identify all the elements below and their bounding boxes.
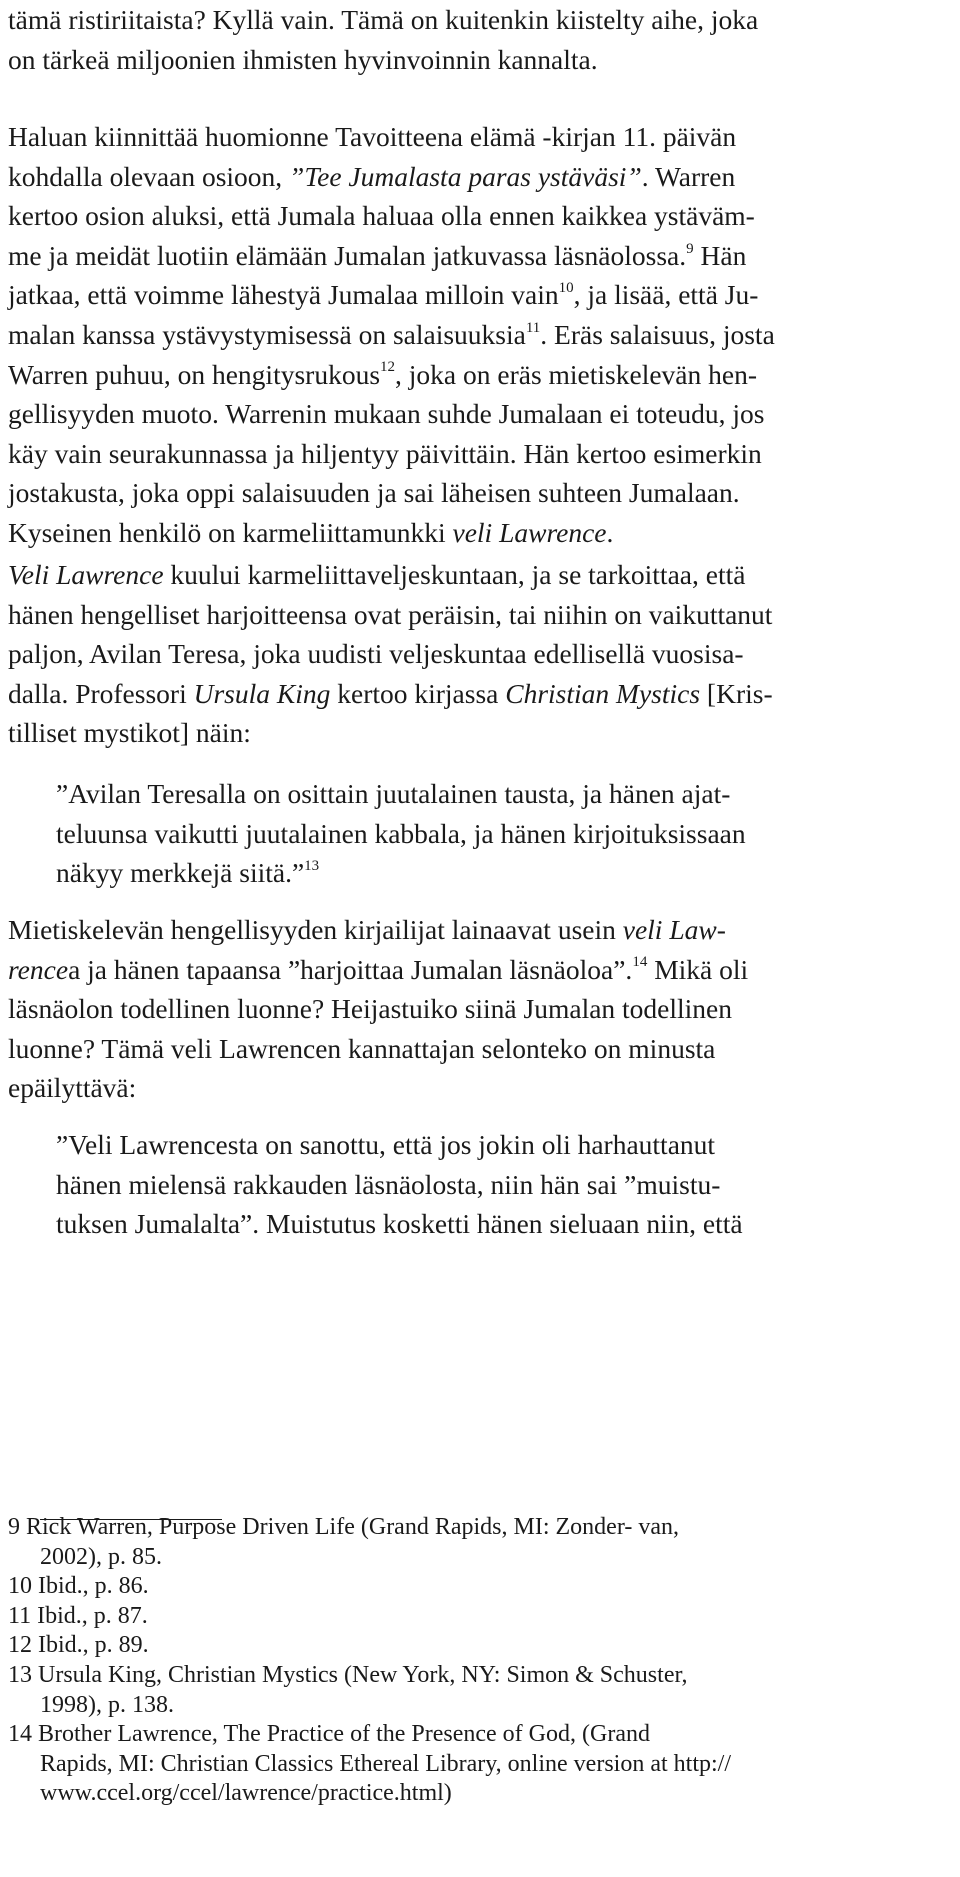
footnotes [8, 1513, 948, 1809]
paragraph-4 [8, 910, 948, 1108]
text-run: [Kris- [700, 677, 773, 709]
text-run: Warren puhuu, on hengitysrukous [8, 358, 381, 390]
text-line: kertoo osion aluksi, että Jumala haluaa olla ennen kaikkea ystäväm- [8, 200, 755, 232]
text-line: tilliset mystikot] näin: [8, 717, 251, 749]
text-run: Mietiskelevän hengellisyyden kirjailijat lainaavat usein [8, 914, 623, 945]
footnote-ref-13: 13 [304, 858, 320, 875]
person-name: veli Law- [622, 914, 726, 945]
text-line: ”Veli Lawrencesta on sanottu, että jos jokin oli harhauttanut [56, 1129, 716, 1160]
text-run: jatkaa, että voimme lähestyä Jumalaa milloin vain [8, 279, 559, 311]
footnote-ref-11: 11 [525, 319, 541, 336]
footnote-line: Rapids, MI: Christian Classics Ethereal Library, online version at http:// [40, 1750, 731, 1777]
text-line: ”Avilan Teresalla on osittain juutalainen tausta, ja hänen ajat- [56, 778, 731, 809]
text-run: Kyseinen henkilö on karmeliittamunkki [8, 516, 453, 548]
footnote-ref-10: 10 [558, 280, 574, 297]
text-line: hänen mielensä rakkauden läsnäolosta, niin hän sai ”muistu- [56, 1168, 721, 1200]
text-run: , ja lisää, että Ju- [573, 279, 759, 311]
footnote-ref-14: 14 [632, 954, 648, 971]
text-line: hänen hengelliset harjoitteensa ovat peräisin, tai niihin on vaikuttanut [8, 598, 773, 630]
footnote-ref-12: 12 [380, 359, 396, 376]
text-line [56, 853, 916, 893]
text-line [8, 555, 948, 595]
text-line: Haluan kiinnittää huomionne Tavoitteena elämä -kirjan 11. päivän [8, 121, 737, 152]
text-run: malan kanssa ystävystymisessä on salaisuuksia [8, 318, 526, 350]
text-line: luonne? Tämä veli Lawrencen kannattajan selonteko on minusta [8, 1032, 716, 1064]
section-title: ”Tee Jumalasta paras ystäväsi” [289, 160, 642, 192]
footnote-line: 12 Ibid., p. 89. [8, 1632, 149, 1659]
text-line [8, 236, 948, 276]
text-line [8, 355, 948, 395]
footnote-line: 2002), p. 85. [40, 1543, 162, 1570]
text-run: me ja meidät luotiin elämään Jumalan jatkuvassa läsnäolossa. [8, 239, 687, 271]
text-line: jostakusta, joka oppi salaisuuden ja sai läheisen suhteen Jumalaan. [8, 477, 740, 509]
text-run: . Eräs salaisuus, josta [540, 318, 775, 350]
text-line: läsnäolon todellinen luonne? Heijastuiko siinä Jumalan todellinen [8, 993, 733, 1025]
book-title: Christian Mystics [505, 677, 701, 709]
block-quote-2 [56, 1125, 916, 1244]
person-name: veli Lawrence [452, 516, 607, 548]
footnote-line: 1998), p. 138. [40, 1691, 174, 1718]
footnote-line: 9 Rick Warren, Purpose Driven Life (Grand Rapids, MI: Zonder- van, [8, 1514, 679, 1540]
text-line: paljon, Avilan Teresa, joka uudisti veljeskuntaa edellisellä vuosisa- [8, 638, 744, 670]
text-run: , joka on eräs mietiskelevän hen- [395, 358, 757, 390]
text-line: epäilyttävä: [8, 1072, 137, 1104]
footnote-line: 14 Brother Lawrence, The Practice of the Presence of God, (Grand [8, 1721, 650, 1748]
text-run: . Warren [641, 160, 736, 192]
paragraph-2 [8, 117, 948, 553]
text-line: tuksen Jumalalta”. Muistutus kosketti hänen sieluaan niin, että [56, 1208, 743, 1240]
text-line [8, 674, 948, 714]
text-line [8, 275, 948, 315]
footnote-line: 13 Ursula King, Christian Mystics (New York, NY: Simon & Schuster, [8, 1661, 688, 1688]
text-line [8, 950, 948, 990]
text-run: näkyy merkkejä siitä.” [56, 857, 305, 889]
footnote-line: 10 Ibid., p. 86. [8, 1573, 149, 1600]
text-line [8, 157, 948, 197]
text-line [8, 513, 948, 553]
text-line: käy vain seurakunnassa ja hiljentyy päivittäin. Hän kertoo esimerkin [8, 437, 762, 469]
text-run: dalla. Professori [8, 677, 194, 709]
text-line [8, 910, 948, 950]
person-name: rence [8, 953, 69, 985]
footnote-line: 11 Ibid., p. 87. [8, 1602, 148, 1629]
text-run: Mikä oli [647, 953, 749, 985]
text-line [8, 315, 948, 355]
paragraph-3 [8, 555, 948, 753]
text-run: a ja hänen tapaansa ”harjoittaa Jumalan läsnäoloa”. [68, 953, 633, 985]
text-line: teluunsa vaikutti juutalainen kabbala, ja hänen kirjoituksissaan [56, 817, 746, 849]
text-line: gellisyyden muoto. Warrenin mukaan suhde Jumalaan ei toteudu, jos [8, 398, 765, 430]
text-line: on tärkeä miljoonien ihmisten hyvinvoinnin kannalta. [8, 43, 598, 75]
person-name: Ursula King [193, 677, 331, 709]
block-quote-1 [56, 774, 916, 893]
text-run: Hän [693, 239, 747, 271]
paragraph-1 [8, 0, 948, 79]
text-run: kuului karmeliittaveljeskuntaan, ja se tarkoittaa, että [163, 559, 746, 590]
person-name: Veli Lawrence [8, 559, 164, 590]
text-run: kertoo kirjassa [330, 677, 506, 709]
footnote-line: www.ccel.org/ccel/lawrence/practice.html) [40, 1780, 452, 1807]
text-line: tämä ristiriitaista? Kyllä vain. Tämä on kuitenkin kiistelty aihe, joka [8, 4, 759, 35]
text-run: kohdalla olevaan osioon, [8, 160, 290, 192]
text-run: . [606, 516, 614, 548]
footnote-ref-9: 9 [686, 240, 694, 257]
